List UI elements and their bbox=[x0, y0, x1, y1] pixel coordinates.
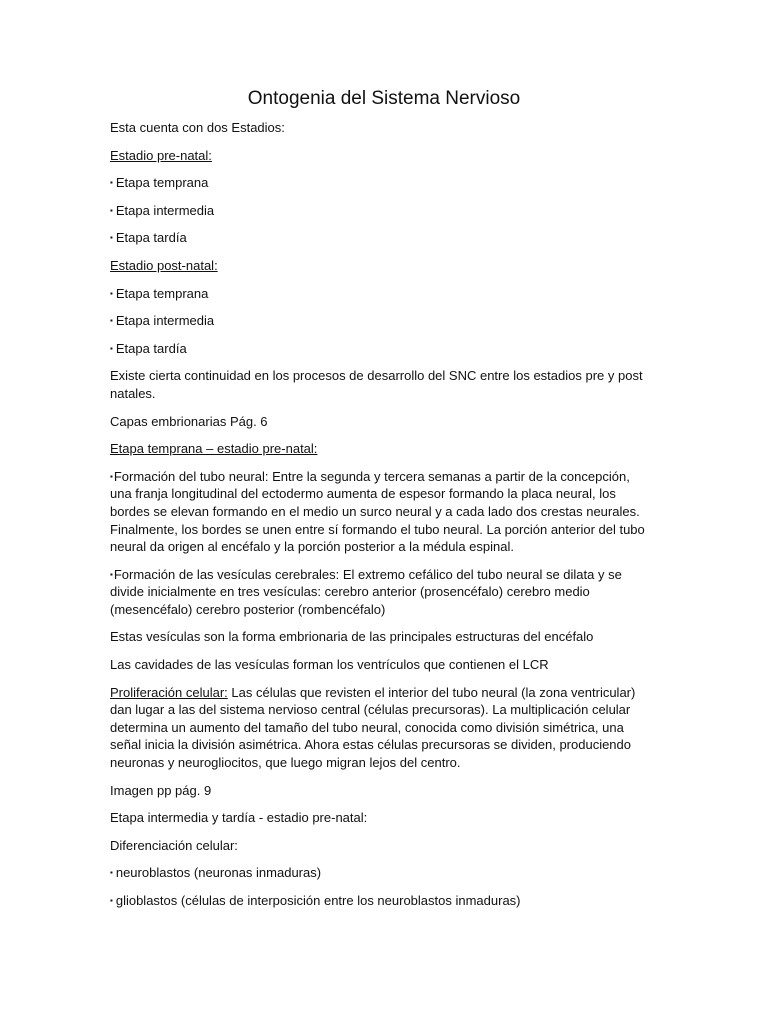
bullet-icon: ▪ bbox=[110, 178, 113, 188]
vesicles-paragraph bbox=[110, 566, 655, 619]
postnatal-stage-label: Etapa tardía bbox=[115, 340, 187, 356]
image-reference: Imagen pp pág. 9 bbox=[110, 782, 212, 798]
continuity-paragraph: Existe cierta continuidad en los procesos de desarrollo del SNC entre los estadios pre y post natales. bbox=[110, 368, 643, 401]
postnatal-stage-item bbox=[110, 285, 655, 303]
document-page bbox=[110, 86, 655, 920]
bullet-icon: ▪ bbox=[110, 569, 113, 579]
proliferation-text: Las células que revisten el interior del tubo neural (la zona ventricular) dan lugar a las del sistema nervioso central (células precursoras). La multiplicación celular determina un aumento del tamaño del tubo neural, conocida como división simétrica, una señal inicia la división asimétrica. Ahora estas células precursoras se dividen, produciendo neuronas y neurogliocitos, que luego migran lejos del centro. bbox=[110, 684, 636, 771]
early-stage-heading-text: Etapa temprana – estadio pre-natal: bbox=[110, 441, 318, 457]
prenatal-stage-label: Etapa temprana bbox=[115, 175, 209, 191]
proliferation-label: Proliferación celular: bbox=[110, 684, 228, 700]
cell-type-label: glioblastos (células de interposición entre los neuroblastos inmaduras) bbox=[115, 893, 521, 908]
bullet-icon: ▪ bbox=[110, 233, 113, 243]
neural-tube-paragraph bbox=[110, 468, 655, 556]
cell-type-item bbox=[110, 892, 655, 910]
prenatal-stage-item bbox=[110, 202, 655, 220]
prenatal-stage-item bbox=[110, 174, 655, 192]
proliferation-paragraph bbox=[110, 684, 655, 772]
postnatal-stage-label: Etapa intermedia bbox=[115, 313, 215, 329]
cell-type-item bbox=[110, 864, 655, 882]
differentiation-heading: Diferenciación celular: bbox=[110, 837, 238, 853]
prenatal-stage-item bbox=[110, 229, 655, 247]
cell-type-label: neuroblastos (neuronas inmaduras) bbox=[115, 865, 322, 881]
bullet-icon: ▪ bbox=[110, 896, 113, 905]
mid-late-stage-heading: Etapa intermedia y tardía - estadio pre-natal: bbox=[110, 810, 368, 826]
vesicles-text: Formación de las vesículas cerebrales: El extremo cefálico del tubo neural se dilata y se divide inicialmente en tres vesículas: cerebro anterior (prosencéfalo) cerebro medio (mesencéfalo) cerebro posterior (rombencéfalo) bbox=[110, 566, 622, 617]
postnatal-heading bbox=[110, 257, 655, 275]
prenatal-stage-label: Etapa intermedia bbox=[115, 202, 215, 218]
bullet-icon: ▪ bbox=[110, 316, 113, 326]
bullet-icon: ▪ bbox=[110, 868, 113, 878]
postnatal-stage-item bbox=[110, 312, 655, 330]
postnatal-stage-label: Etapa temprana bbox=[115, 285, 209, 301]
prenatal-heading-text: Estadio pre-natal: bbox=[110, 147, 212, 163]
vesicles-form-paragraph: Estas vesículas son la forma embrionaria de las principales estructuras del encéfalo bbox=[110, 629, 594, 645]
early-stage-heading bbox=[110, 440, 655, 458]
cavities-paragraph: Las cavidades de las vesículas forman los ventrículos que contienen el LCR bbox=[110, 657, 549, 673]
prenatal-heading bbox=[110, 147, 655, 165]
bullet-icon: ▪ bbox=[110, 205, 113, 215]
bullet-icon: ▪ bbox=[110, 288, 113, 298]
postnatal-stage-item bbox=[110, 340, 655, 358]
layers-reference: Capas embrionarias Pág. 6 bbox=[110, 413, 268, 429]
neural-tube-text: Formación del tubo neural: Entre la segunda y tercera semanas a partir de la concepción, una franja longitudinal del ectodermo aumenta de espesor formando la placa neural, los bordes se elevan formando en el medio un surco neural y a cada lado dos crestas neurales. Finalmente, los bordes se unen entre sí formando el tubo neural. La porción anterior del tubo neural da origen al encéfalo y la porción posterior a la médula espinal. bbox=[110, 468, 645, 555]
document-title: Ontogenia del Sistema Nervioso bbox=[247, 88, 521, 109]
postnatal-heading-text: Estadio post-natal: bbox=[110, 257, 218, 273]
bullet-icon: ▪ bbox=[110, 471, 113, 481]
intro-text: Esta cuenta con dos Estadios: bbox=[110, 120, 285, 135]
bullet-icon: ▪ bbox=[110, 343, 113, 353]
prenatal-stage-label: Etapa tardía bbox=[115, 230, 187, 246]
